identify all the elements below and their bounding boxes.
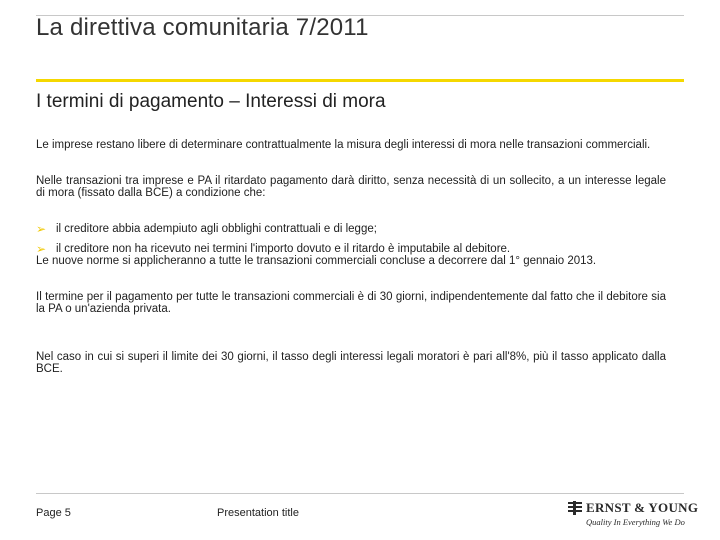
logo-tagline: Quality In Everything We Do — [586, 517, 685, 527]
slide-body — [36, 139, 666, 375]
paragraph-pa-transactions: Nelle transazioni tra imprese e PA il ritardato pagamento darà diritto, senza necessità di un sollecito, a un interesse legale di mora (fissato dalla BCE) a condizione che: — [36, 175, 666, 199]
slide-subtitle: I termini di pagamento – Interessi di mora — [36, 91, 386, 112]
list-item-text: il creditore abbia adempiuto agli obblighi contrattuali e di legge; — [56, 223, 377, 235]
footer-rule — [36, 493, 684, 494]
ernst-young-logo-icon — [568, 501, 582, 515]
company-logo — [568, 497, 699, 531]
paragraph-effective-date: Le nuove norme si applicheranno a tutte le transazioni commerciali concluse a decorrere dal 1° gennaio 2013. — [36, 255, 597, 267]
arrow-bullet-icon: ➢ — [36, 222, 47, 236]
paragraph-free-rates: Le imprese restano libere di determinare contrattualmente la misura degli interessi di mora nelle transazioni commerciali. — [36, 139, 651, 151]
presentation-title: Presentation title — [217, 507, 299, 519]
page-number: Page 5 — [36, 507, 71, 519]
paragraph-interest-rate: Nel caso in cui si superi il limite dei 30 giorni, il tasso degli interessi legali moratori è pari all'8%, più il tasso applicato dalla BCE. — [36, 351, 666, 375]
list-item-text: il creditore non ha ricevuto nei termini l'importo dovuto e il ritardo è imputabile al debitore. — [56, 243, 511, 255]
conditions-list — [36, 223, 666, 255]
arrow-bullet-icon: ➢ — [36, 242, 47, 256]
logo-name: ERNST & YOUNG — [586, 500, 699, 515]
title-underline — [36, 79, 684, 82]
list-item — [36, 223, 666, 235]
paragraph-payment-term: Il termine per il pagamento per tutte le transazioni commerciali è di 30 giorni, indipendentemente dal fatto che il debitore sia la PA o un'azienda privata. — [36, 291, 666, 315]
list-item — [36, 243, 666, 255]
slide-title: La direttiva comunitaria 7/2011 — [36, 14, 369, 41]
